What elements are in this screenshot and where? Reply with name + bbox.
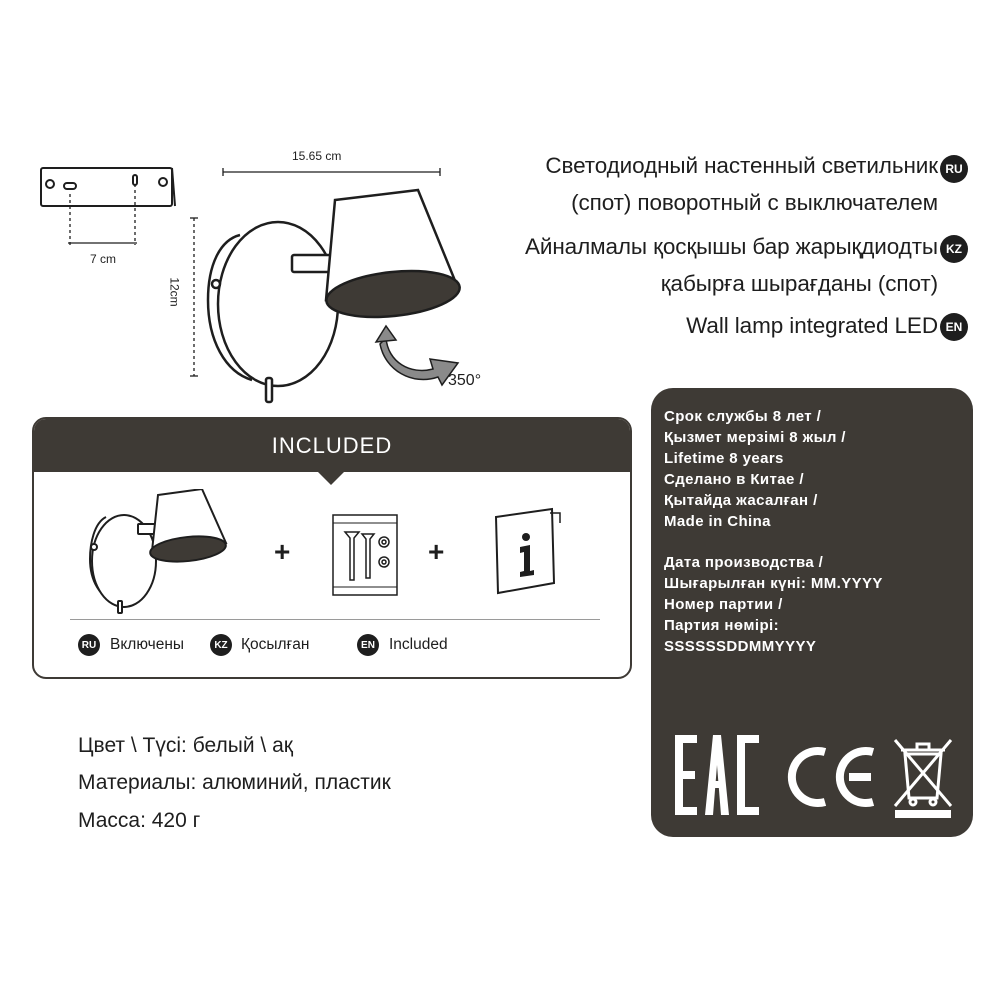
height-label: 12cm — [167, 277, 182, 307]
included-label-kz: Қосылған — [241, 636, 310, 653]
info-lifetime-en: Lifetime 8 years — [664, 450, 784, 467]
product-diagram — [30, 140, 490, 410]
badge-en: EN — [940, 313, 968, 341]
info-lifetime-ru: Срок службы 8 лет / — [664, 408, 822, 425]
screw-kit-icon — [332, 514, 398, 596]
info-batch-kz: Партия нөмірі: — [664, 617, 779, 634]
spec-color: Цвет \ Түсі: белый \ ақ — [78, 734, 293, 757]
title-ru-line1: Светодиодный настенный светильник — [545, 153, 938, 178]
plus-sign-2: + — [428, 536, 445, 567]
width-label: 15.65 cm — [292, 149, 342, 163]
spec-mass: Масса: 420 г — [78, 809, 201, 832]
weee-bin-icon — [891, 736, 955, 820]
info-panel — [651, 388, 973, 837]
info-origin-en: Made in China — [664, 513, 771, 530]
included-box — [32, 417, 632, 679]
info-date-kz: Шығарылған күні: MM.YYYY — [664, 575, 883, 592]
badge-kz: KZ — [940, 235, 968, 263]
included-separator — [70, 619, 600, 620]
rotation-label: 350° — [448, 372, 482, 389]
lamp-base — [208, 222, 338, 402]
title-ru-line2: (спот) поворотный с выключателем — [571, 190, 938, 215]
included-label-en: Included — [389, 636, 448, 653]
ce-mark-icon — [787, 746, 879, 808]
info-batch-code: SSSSSSDDMMYYYY — [664, 638, 817, 655]
included-lamp-image — [84, 489, 244, 619]
bracket-dimension — [68, 184, 137, 245]
included-label-ru: Включены — [110, 636, 185, 653]
width-dimension — [223, 168, 440, 176]
lamp-shade — [324, 190, 462, 323]
included-badge-ru: RU — [78, 634, 100, 656]
rotation-arrow-icon — [376, 326, 458, 385]
plus-sign-1: + — [274, 536, 291, 567]
info-origin-ru: Сделано в Китае / — [664, 471, 804, 488]
included-badge-kz: KZ — [210, 634, 232, 656]
badge-ru: RU — [940, 155, 968, 183]
info-lifetime-kz: Қызмет мерзімі 8 жыл / — [664, 429, 846, 446]
manual-booklet-icon — [494, 507, 566, 597]
included-header — [34, 419, 630, 472]
eac-mark-icon — [675, 735, 763, 815]
info-date-ru: Дата производства / — [664, 554, 824, 571]
height-dimension — [190, 218, 198, 376]
info-batch-ru: Номер партии / — [664, 596, 783, 613]
mounting-bracket — [41, 168, 175, 206]
title-kz-line2: қабырға шырағданы (спот) — [660, 271, 938, 296]
included-title: INCLUDED — [271, 433, 393, 458]
bracket-width-label: 7 cm — [90, 252, 117, 266]
info-origin-kz: Қытайда жасалған / — [664, 492, 818, 509]
title-kz-line1: Айналмалы қосқышы бар жарықдиодты — [524, 234, 938, 259]
title-en: Wall lamp integrated LED — [686, 313, 938, 338]
spec-materials: Материалы: алюминий, пластик — [78, 771, 391, 794]
included-notch — [317, 471, 345, 485]
included-badge-en: EN — [357, 634, 379, 656]
